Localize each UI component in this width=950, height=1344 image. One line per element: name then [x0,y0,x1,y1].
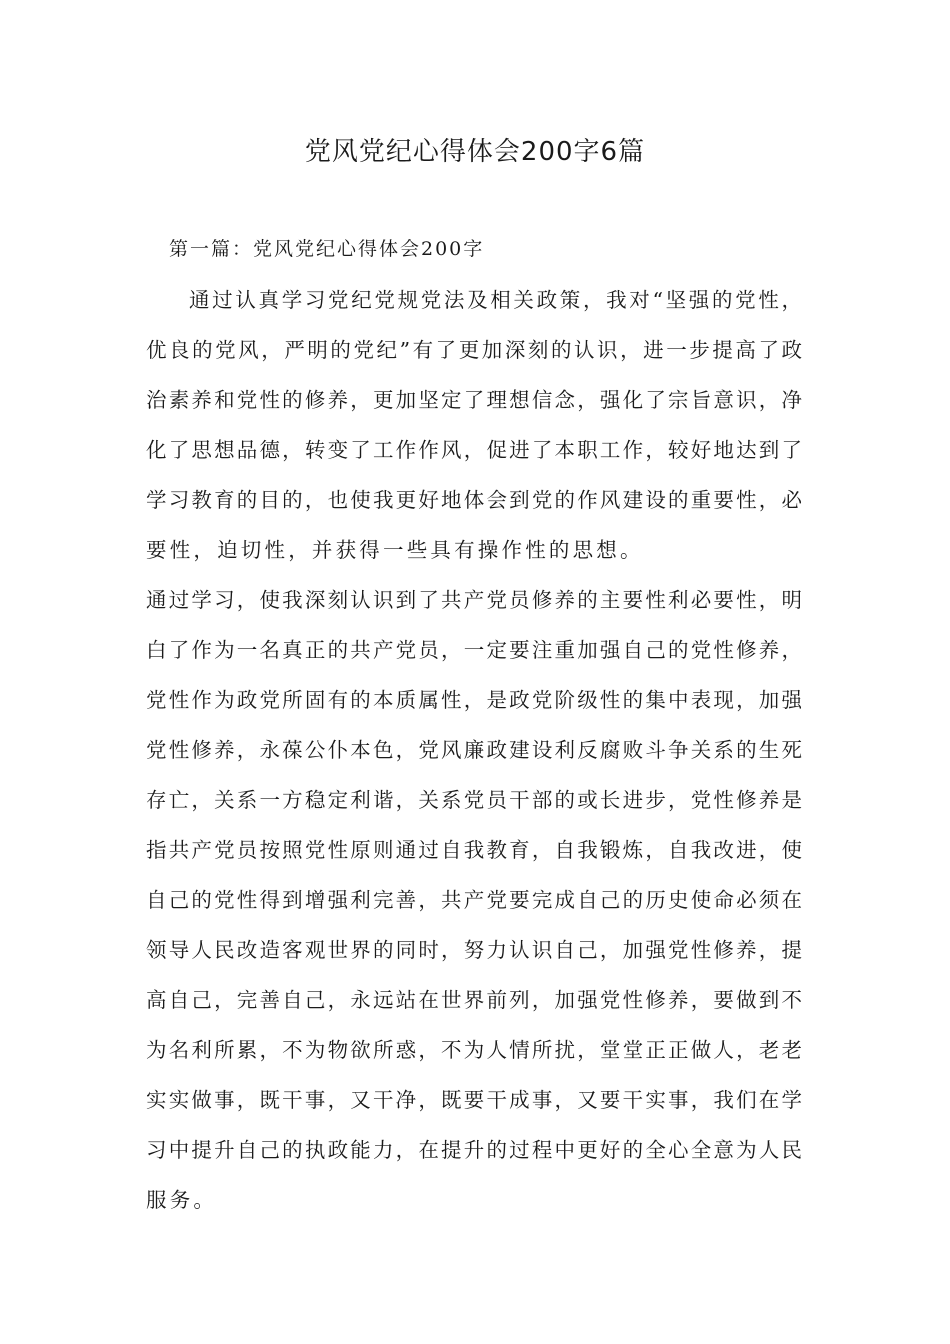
text-line: 治素养和党性的修养，更加坚定了理想信念，强化了宗旨意识，净 [146,388,802,412]
text-line: 优良的党风，严明的党纪”有了更加深刻的认识，进一步提高了政 [146,338,802,362]
text-line: 通过认真学习党纪党规党法及相关政策，我对“坚强的党性， [189,288,802,312]
section-heading: 第一篇：党风党纪心得体会200字 [169,238,485,260]
text-line: 存亡，关系一方稳定利谐，关系党员干部的或长进步，党性修养是 [146,788,802,812]
text-line: 领导人民改造客观世界的同时，努力认识自己，加强党性修养，提 [146,938,802,962]
document-title: 党风党纪心得体会200字6篇 [304,137,646,167]
text-line: 要性，迫切性，并获得一些具有操作性的思想。 [146,538,644,562]
text-line: 白了作为一名真正的共产党员，一定要注重加强自己的党性修养， [146,638,802,662]
text-line: 化了思想品德，转变了工作作风，促进了本职工作，较好地达到了 [146,438,802,462]
text-line: 党性修养，永葆公仆本色，党风廉政建设利反腐败斗争关系的生死 [146,738,802,762]
text-line: 习中提升自己的执政能力，在提升的过程中更好的全心全意为人民 [146,1138,802,1162]
text-line: 党性作为政党所固有的本质属性，是政党阶级性的集中表现，加强 [146,688,802,712]
text-line: 为名利所累，不为物欲所惑，不为人情所扰，堂堂正正做人，老老 [146,1038,802,1062]
text-line: 通过学习，使我深刻认识到了共产党员修养的主要性利必要性，明 [146,588,802,612]
text-line: 学习教育的目的，也使我更好地体会到党的作风建设的重要性，必 [146,488,802,512]
text-line: 服务。 [146,1188,218,1212]
text-line: 自己的党性得到增强利完善，共产党要完成自己的历史使命必须在 [146,888,802,912]
text-line: 高自己，完善自己，永远站在世界前列，加强党性修养，要做到不 [146,988,802,1012]
text-line: 指共产党员按照党性原则通过自我教育，自我锻炼，自我改进，使 [146,838,802,862]
text-line: 实实做事，既干事，又干净，既要干成事，又要干实事，我们在学 [146,1088,802,1112]
